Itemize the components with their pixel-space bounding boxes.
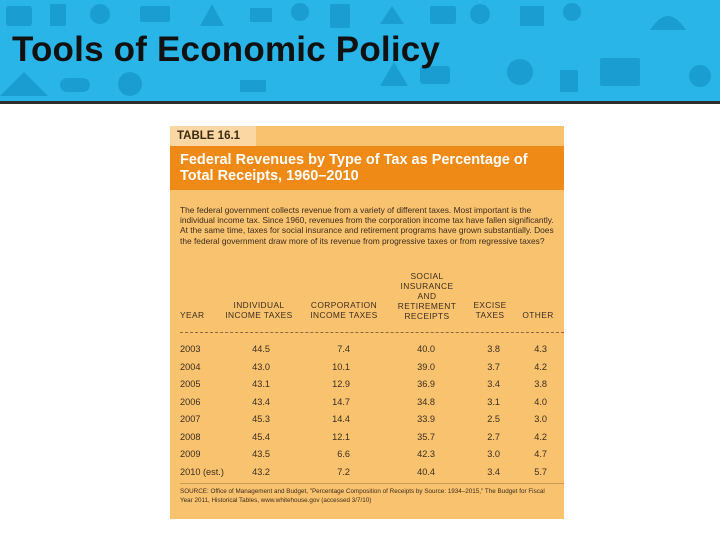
table-title-band [170, 146, 564, 190]
person-icon [291, 3, 309, 21]
cell-excise: 3.4 [487, 466, 500, 477]
clipboard-icon [560, 70, 578, 92]
cell-individual-income: 44.5 [252, 344, 270, 354]
laptop-icon [140, 6, 170, 22]
cell-excise: 2.5 [487, 414, 500, 424]
computer-monitor-icon [600, 58, 640, 86]
cell-social-insurance: 39.0 [417, 361, 435, 372]
table-source-note: SOURCE: Office of Management and Budget, "Percentage Composition of Receipts by Source: 1934–2015," The Budget for Fiscal Year 2011, Historical Tables, www.whitehouse.gov (accessed 3/7/10) [180, 488, 545, 504]
slide-title: Tools of Economic Policy [12, 30, 441, 69]
cell-other: 3.8 [534, 379, 547, 389]
cell-year: 2007 [180, 414, 201, 424]
cell-excise: 3.7 [487, 361, 500, 372]
cell-excise: 3.1 [487, 396, 500, 407]
cell-individual-income: 43.0 [252, 361, 270, 372]
cell-excise: 2.7 [487, 431, 500, 442]
cell-excise: 3.0 [487, 449, 500, 459]
cell-corporation-income: 14.7 [332, 396, 350, 407]
cell-year: 2003 [180, 344, 201, 354]
cell-individual-income: 45.3 [252, 414, 270, 424]
people-icon [563, 3, 581, 21]
cell-social-insurance: 33.9 [417, 414, 435, 424]
source-divider [180, 483, 564, 484]
fingerprint-icon [507, 59, 533, 85]
cell-year: 2005 [180, 379, 201, 389]
table-label: TABLE 16.1 [170, 126, 256, 147]
cell-social-insurance: 35.7 [417, 431, 435, 442]
table-intro: The federal government collects revenue from a variety of different taxes. Most important is the individual income tax. Since 1960, revenues from the corporation income tax have fallen significantly. At the same time, taxes for social insurance and retirement programs have grown substantially. Does the federal government draw more of its revenue from progressive taxes or from regressive taxes? [180, 205, 554, 246]
cell-individual-income: 43.2 [252, 466, 270, 477]
capitol-dome-icon [650, 16, 686, 30]
table-title: Federal Revenues by Type of Tax as Percentage of Total Receipts, 1960–2010 [180, 152, 528, 184]
mountain-icon [0, 72, 48, 96]
cell-corporation-income: 6.6 [337, 449, 350, 459]
book-icon [430, 6, 456, 24]
cell-social-insurance: 40.0 [417, 344, 435, 354]
document-icon [50, 4, 66, 26]
cell-social-insurance: 34.8 [417, 396, 435, 407]
cell-individual-income: 43.4 [252, 396, 270, 407]
cell-individual-income: 43.5 [252, 449, 270, 459]
cell-corporation-income: 7.4 [337, 344, 350, 354]
envelope-icon [250, 8, 272, 22]
cell-social-insurance: 40.4 [417, 466, 435, 477]
cell-other: 4.2 [534, 431, 547, 442]
cell-year: 2006 [180, 396, 201, 407]
tent-icon [380, 6, 404, 24]
cell-corporation-income: 14.4 [332, 414, 350, 424]
cell-other: 4.7 [534, 449, 547, 459]
table-row [170, 414, 564, 431]
pyramid-icon [200, 4, 224, 26]
cell-year: 2009 [180, 449, 201, 459]
column-header-year: YEAR [180, 310, 205, 320]
table-row [170, 397, 564, 414]
column-header-corporation-income-taxes: CORPORATION INCOME TAXES [310, 300, 378, 320]
table-row [170, 379, 564, 396]
globe-icon [90, 4, 110, 24]
cell-year: 2008 [180, 431, 201, 442]
cell-individual-income: 45.4 [252, 431, 270, 442]
cell-excise: 3.8 [487, 344, 500, 354]
capsule-icon [60, 78, 90, 92]
table-row [170, 432, 564, 449]
monitor-icon [6, 6, 32, 26]
column-header-social-insurance: SOCIAL INSURANCE AND RETIREMENT RECEIPTS [397, 271, 457, 321]
cell-other: 4.0 [534, 396, 547, 407]
building-icon [520, 6, 544, 26]
cell-corporation-income: 10.1 [332, 361, 350, 372]
cell-excise: 3.4 [487, 379, 500, 389]
table-row [170, 467, 564, 484]
cell-year: 2004 [180, 361, 201, 372]
column-header-other: OTHER [522, 310, 554, 320]
phone-icon [330, 4, 350, 28]
cell-social-insurance: 42.3 [417, 449, 435, 459]
table-row [170, 344, 564, 361]
cell-social-insurance: 36.9 [417, 379, 435, 389]
column-header-excise-taxes: EXCISE TAXES [473, 300, 507, 320]
banner-divider [0, 101, 720, 104]
column-header-individual-income-taxes: INDIVIDUAL INCOME TAXES [225, 300, 293, 320]
table-row [170, 449, 564, 466]
table-row [170, 362, 564, 379]
cell-other: 5.7 [534, 466, 547, 477]
ruler-icon [240, 80, 266, 92]
cell-other: 4.3 [534, 344, 547, 354]
cell-other: 3.0 [534, 414, 547, 424]
header-divider [180, 332, 564, 333]
cell-corporation-income: 7.2 [337, 466, 350, 477]
header-banner [0, 0, 720, 104]
cell-corporation-income: 12.9 [332, 379, 350, 389]
cell-corporation-income: 12.1 [332, 431, 350, 442]
clock-icon [470, 4, 490, 24]
cell-other: 4.2 [534, 361, 547, 372]
paw-icon [118, 72, 142, 96]
badge-icon [689, 65, 711, 87]
cell-year: 2010 (est.) [180, 466, 224, 477]
table-card [170, 126, 564, 519]
cell-individual-income: 43.1 [252, 379, 270, 389]
